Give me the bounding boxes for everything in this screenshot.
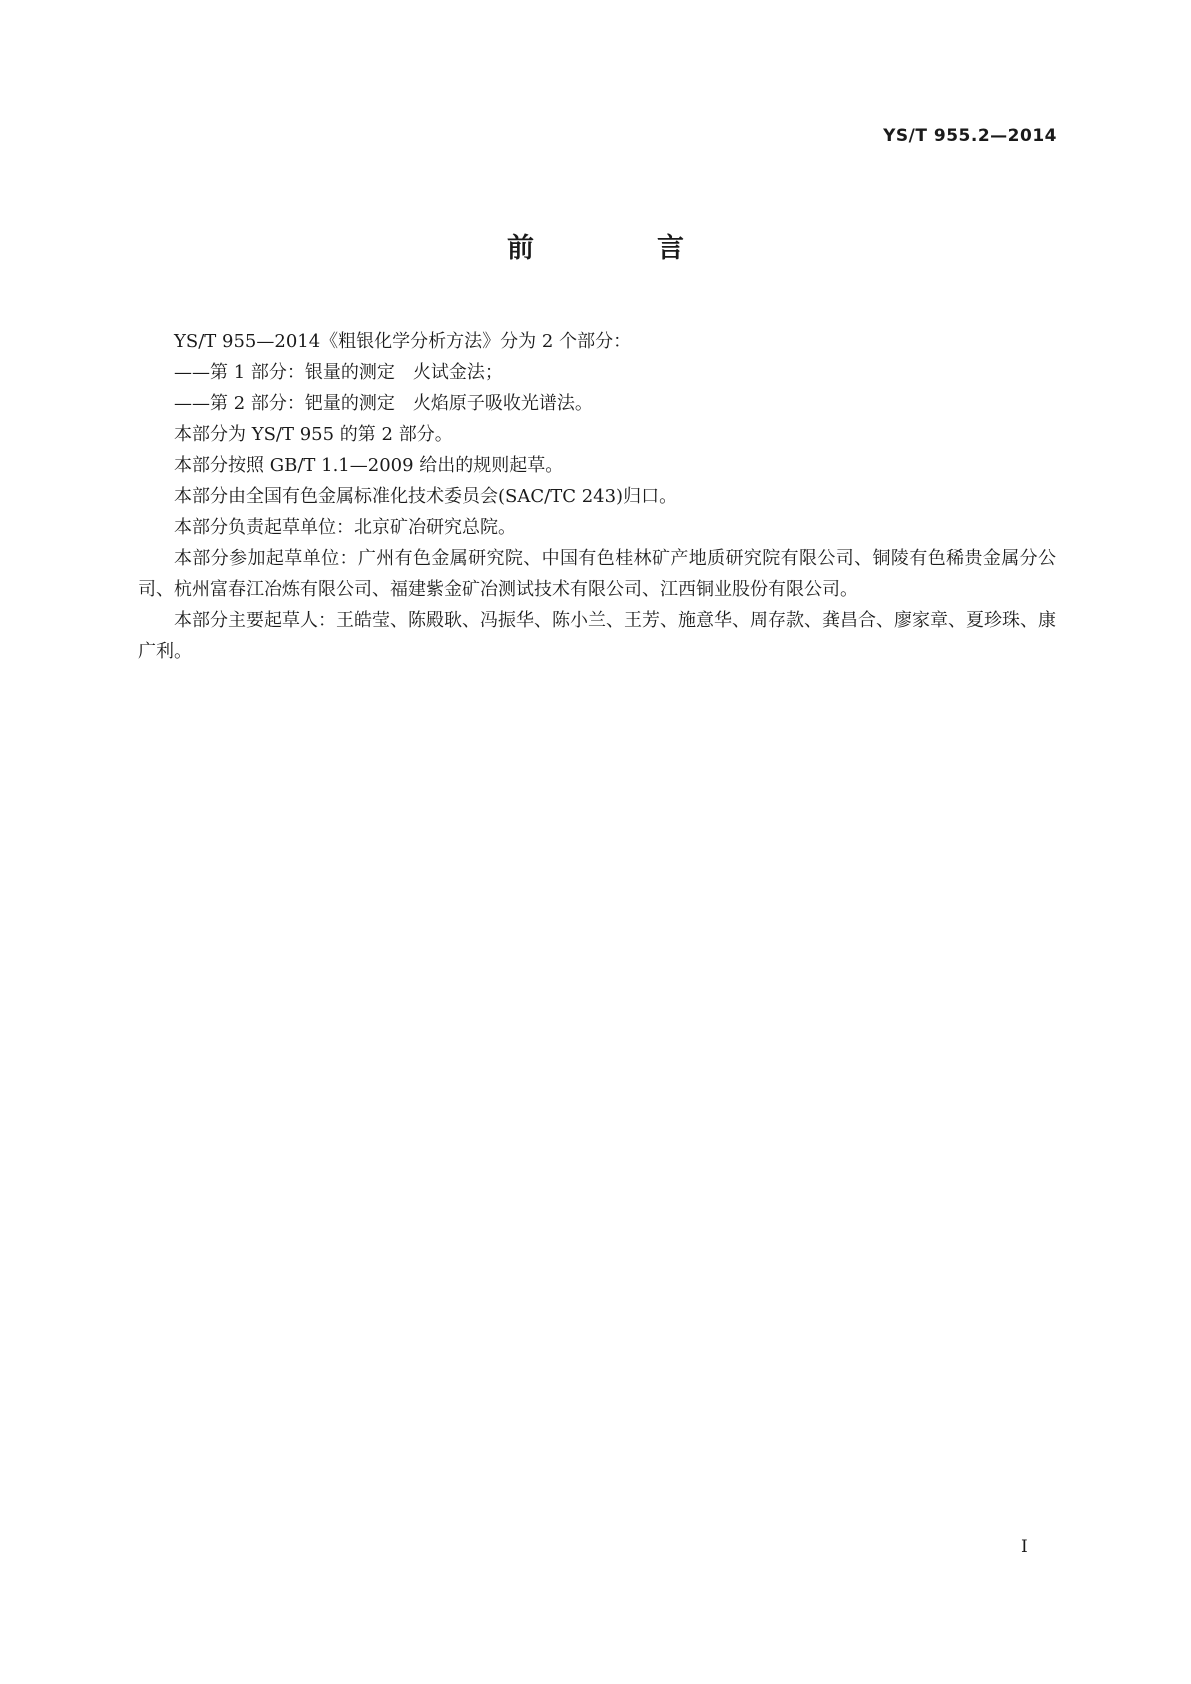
paragraph-technical-committee: 本部分由全国有色金属标准化技术委员会(SAC/TC 243)归口。 xyxy=(174,486,678,507)
paragraph-participating-units: 本部分参加起草单位：广州有色金属研究院、中国有色桂林矿产地质研究院有限公司、铜陵有色稀贵金属分公司、杭州富春江冶炼有限公司、福建紫金矿冶测试技术有限公司、江西铜业股份有限公司。 xyxy=(138,548,1056,600)
standard-code: YS/T 955.2—2014 xyxy=(883,126,1057,146)
paragraph-main-drafters: 本部分主要起草人：王皓莹、陈殿耿、冯振华、陈小兰、王芳、施意华、周存款、龚昌合、廖家章、夏珍珠、康广利。 xyxy=(138,610,1056,662)
page-number: I xyxy=(1021,1537,1028,1557)
foreword-body xyxy=(138,326,1056,667)
paragraph-responsible-unit: 本部分负责起草单位：北京矿冶研究总院。 xyxy=(174,517,516,538)
paragraph-part-2: ——第 2 部分：钯量的测定 火焰原子吸收光谱法。 xyxy=(174,393,593,414)
paragraph-drafting-rules: 本部分按照 GB/T 1.1—2009 给出的规则起草。 xyxy=(174,455,564,476)
page-title: 前 言 xyxy=(507,233,732,264)
paragraph-part-1: ——第 1 部分：银量的测定 火试金法； xyxy=(174,362,503,383)
paragraph-parts-overview: YS/T 955—2014《粗银化学分析方法》分为 2 个部分： xyxy=(174,331,632,352)
paragraph-this-part: 本部分为 YS/T 955 的第 2 部分。 xyxy=(174,424,453,445)
